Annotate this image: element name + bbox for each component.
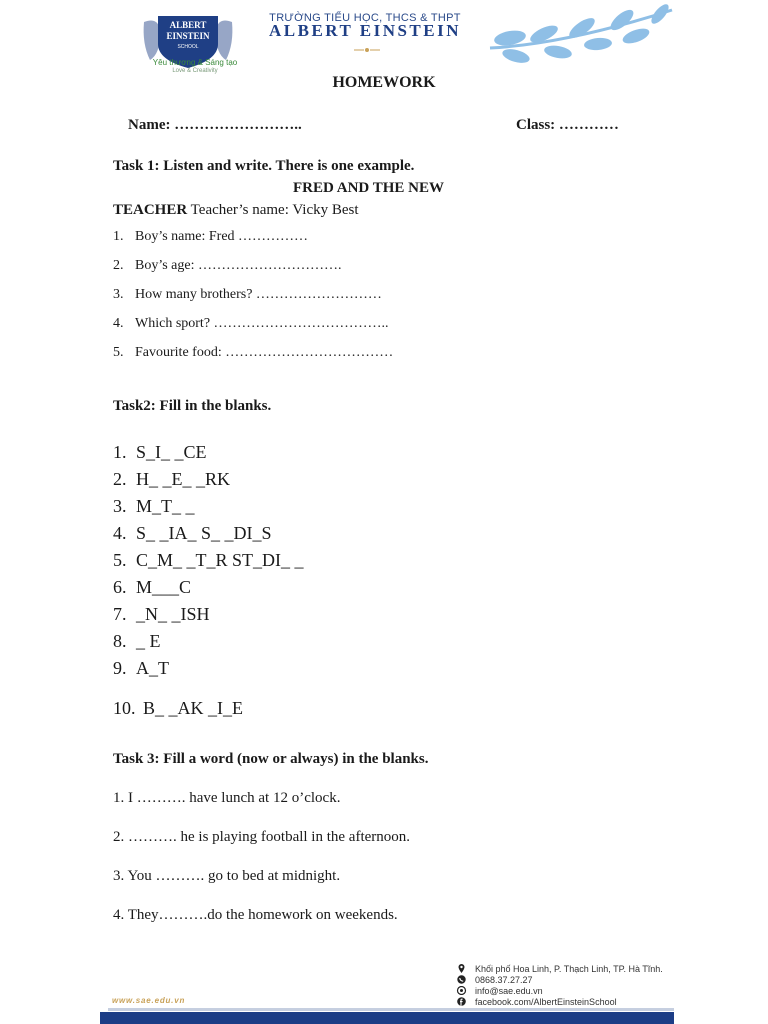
- list-item: [113, 442, 304, 469]
- item-text: H_ _E_ _RK: [136, 469, 230, 489]
- item-number: 10.: [113, 698, 136, 718]
- list-item: [113, 258, 613, 287]
- item-text: M_T_ _: [136, 496, 195, 516]
- item-text: Which sport? ………………………………..: [135, 316, 389, 331]
- list-item: [113, 316, 613, 345]
- list-item: [113, 631, 304, 658]
- item-number: 4.: [113, 523, 127, 543]
- list-item: 4. They……….do the homework on weekends.: [113, 907, 398, 923]
- list-item: [113, 577, 304, 604]
- contact-email: [456, 985, 663, 996]
- list-item: 2. ………. he is playing football in the afternoon.: [113, 829, 411, 845]
- story-title: FRED AND THE NEW: [293, 180, 444, 196]
- list-item: [113, 658, 304, 685]
- name-field: Name: ……………………..: [128, 117, 302, 133]
- list-item: [113, 469, 304, 496]
- list-item: [113, 523, 304, 550]
- item-text: A_T: [136, 658, 169, 678]
- item-text: S_ _IA_ S_ _DI_S: [136, 523, 272, 543]
- item-number: 6.: [113, 577, 127, 597]
- task3-heading: Task 3: Fill a word (now or always) in the blanks.: [113, 751, 429, 767]
- item-text: Boy’s name: Fred ……………: [135, 229, 309, 244]
- example-line: Teacher’s name: Vicky Best: [187, 202, 359, 218]
- page-title: HOMEWORK: [332, 74, 436, 91]
- school-name: ALBERT EINSTEIN: [268, 21, 461, 40]
- task2-list: [113, 442, 304, 725]
- contact-address: [456, 963, 663, 974]
- item-text: B_ _AK _I_E: [143, 698, 243, 718]
- footer-website: www.sae.edu.vn: [112, 996, 186, 1005]
- item-number: 1.: [113, 229, 124, 244]
- footer-bar: [100, 1012, 674, 1024]
- footer-divider: [108, 1008, 674, 1011]
- item-number: 8.: [113, 631, 127, 651]
- item-text: C_M_ _T_R ST_DI_ _: [136, 550, 304, 570]
- email-icon: [456, 986, 467, 995]
- list-item: [113, 698, 304, 725]
- list-item: [113, 496, 304, 523]
- contact-text: facebook.com/AlbertEinsteinSchool: [475, 996, 617, 1007]
- story-example: [113, 202, 359, 219]
- item-number: 4.: [113, 316, 124, 331]
- item-number: 9.: [113, 658, 127, 678]
- item-number: 2.: [113, 258, 124, 273]
- task3-list: [113, 790, 410, 946]
- list-item: [113, 604, 304, 631]
- item-number: 7.: [113, 604, 127, 624]
- list-item: [113, 550, 304, 577]
- leaf-decoration-icon: [486, 4, 680, 68]
- facebook-icon: [456, 997, 467, 1006]
- item-number: 1.: [113, 442, 127, 462]
- task1-heading: Task 1: Listen and write. There is one example.: [113, 158, 415, 174]
- crest-text: ALBERT: [169, 20, 207, 30]
- list-item: [113, 345, 613, 374]
- motto-vi: Yêu thương & Sáng tạo: [152, 58, 238, 67]
- story-title-cont: TEACHER: [113, 202, 188, 218]
- item-number: 3.: [113, 496, 127, 516]
- item-text: How many brothers? ………………………: [135, 287, 382, 302]
- task1-list: [113, 229, 613, 374]
- list-item: 1. I ………. have lunch at 12 o’clock.: [113, 790, 341, 806]
- contact-phone: [456, 974, 663, 985]
- item-number: 5.: [113, 345, 124, 360]
- item-number: 2.: [113, 469, 127, 489]
- footer-contacts: [456, 963, 663, 1007]
- item-text: _N_ _ISH: [136, 604, 210, 624]
- task2-heading: Task2: Fill in the blanks.: [113, 398, 272, 414]
- item-text: _ E: [136, 631, 161, 651]
- item-text: Favourite food: ………………………………: [135, 345, 394, 360]
- motto-en: Love & Creativity: [172, 68, 218, 74]
- crest-text: SCHOOL: [177, 44, 199, 50]
- item-number: 3.: [113, 287, 124, 302]
- contact-text: info@sae.edu.vn: [475, 985, 543, 996]
- item-number: 5.: [113, 550, 127, 570]
- item-text: M___C: [136, 577, 192, 597]
- class-field: Class: …………: [516, 117, 619, 133]
- contact-facebook: [456, 996, 663, 1007]
- contact-text: 0868.37.27.27: [475, 974, 533, 985]
- item-text: S_I_ _CE: [136, 442, 207, 462]
- crest-text: EINSTEIN: [166, 31, 210, 41]
- contact-text: Khối phố Hoa Linh, P. Thạch Linh, TP. Hà Tĩnh.: [475, 963, 663, 974]
- list-item: [113, 287, 613, 316]
- ornament-icon: [352, 40, 382, 46]
- item-text: Boy’s age: ………………………….: [135, 258, 342, 273]
- school-type-line: TRƯỜNG TIỂU HỌC, THCS & THPT: [269, 12, 461, 24]
- phone-icon: [456, 975, 467, 984]
- location-pin-icon: [456, 964, 467, 973]
- list-item: [113, 229, 613, 258]
- list-item: 3. You ………. go to bed at midnight.: [113, 868, 341, 884]
